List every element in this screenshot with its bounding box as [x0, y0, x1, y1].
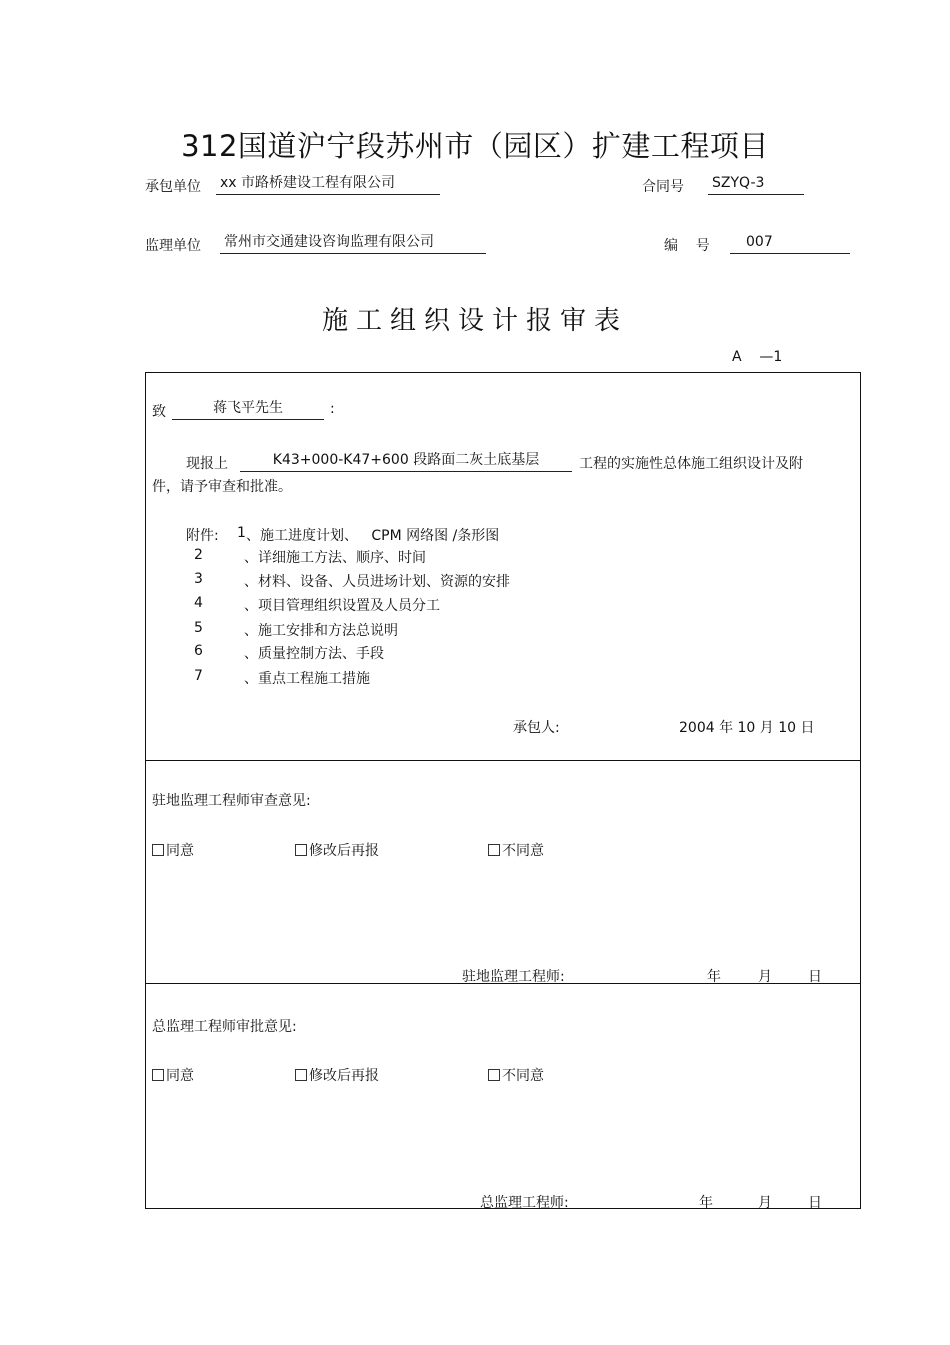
section-divider	[145, 760, 861, 761]
supervisor-value: 常州市交通建设咨询监理有限公司	[220, 233, 486, 254]
attachment-text: 、材料、设备、人员进场计划、资源的安排	[244, 574, 510, 590]
supervisor-label: 监理单位	[145, 238, 201, 254]
attachment-text: 、质量控制方法、手段	[244, 646, 384, 662]
month-label: 月	[758, 969, 772, 985]
option-disagree[interactable]: 不同意	[488, 1065, 544, 1085]
year-label: 年	[707, 969, 721, 985]
checkbox-icon[interactable]	[152, 1069, 164, 1081]
attachment-text: 、详细施工方法、顺序、时间	[244, 550, 426, 566]
attachment-text: 、施工进度计划、 CPM 网络图 /条形图	[246, 528, 500, 544]
contract-no-value: SZYQ-3	[708, 174, 804, 195]
attachment-text: 、施工安排和方法总说明	[244, 623, 398, 639]
option-revise[interactable]: 修改后再报	[295, 840, 379, 860]
report-section: K43+000-K47+600 段路面二灰土底基层	[240, 451, 572, 472]
resident-sign-label: 驻地监理工程师:	[462, 969, 565, 985]
contractor-sign-label: 承包人:	[513, 720, 560, 736]
attachment-num: 1	[237, 525, 246, 541]
contract-no-label: 合同号	[642, 179, 684, 195]
year-label: 年	[699, 1195, 713, 1211]
checkbox-icon[interactable]	[295, 844, 307, 856]
resident-review-heading: 驻地监理工程师审查意见:	[152, 793, 311, 809]
checkbox-icon[interactable]	[152, 844, 164, 856]
attachment-text: 、重点工程施工措施	[244, 671, 370, 687]
attachment-num: 3	[194, 571, 203, 587]
to-label: 致	[152, 404, 166, 420]
report-prefix: 现报上	[186, 456, 228, 472]
day-label: 日	[808, 969, 822, 985]
attachment-num: 5	[194, 620, 203, 636]
report-line2: 件，请予审查和批准。	[152, 479, 292, 495]
day-label: 日	[808, 1195, 822, 1211]
chief-sign-label: 总监理工程师:	[480, 1195, 569, 1211]
to-colon: :	[330, 401, 335, 417]
attachment-num: 7	[194, 668, 203, 684]
option-revise[interactable]: 修改后再报	[295, 1065, 379, 1085]
checkbox-icon[interactable]	[488, 1069, 500, 1081]
attachment-num: 4	[194, 595, 203, 611]
serial-value: 007	[730, 233, 850, 254]
attachment-num: 2	[194, 547, 203, 563]
document-title: 312国道沪宁段苏州市（园区）扩建工程项目	[181, 129, 769, 163]
checkbox-icon[interactable]	[295, 1069, 307, 1081]
option-agree[interactable]: 同意	[152, 840, 194, 860]
contractor-sign-date: 2004 年 10 月 10 日	[679, 720, 815, 736]
contractor-value: xx 市路桥建设工程有限公司	[216, 174, 440, 195]
option-disagree[interactable]: 不同意	[488, 840, 544, 860]
attachment-num: 6	[194, 643, 203, 659]
report-suffix: 工程的实施性总体施工组织设计及附	[579, 456, 803, 472]
attachment-text: 、项目管理组织设置及人员分工	[244, 598, 440, 614]
form-title: 施工组织设计报审表	[321, 306, 628, 336]
to-value: 蒋飞平先生	[172, 399, 324, 420]
month-label: 月	[758, 1195, 772, 1211]
checkbox-icon[interactable]	[488, 844, 500, 856]
option-agree[interactable]: 同意	[152, 1065, 194, 1085]
attachments-label: 附件:	[186, 528, 219, 544]
contractor-label: 承包单位	[145, 179, 201, 195]
chief-review-heading: 总监理工程师审批意见:	[152, 1019, 297, 1035]
form-code: A —1	[732, 349, 783, 365]
serial-label: 编 号	[664, 238, 710, 254]
